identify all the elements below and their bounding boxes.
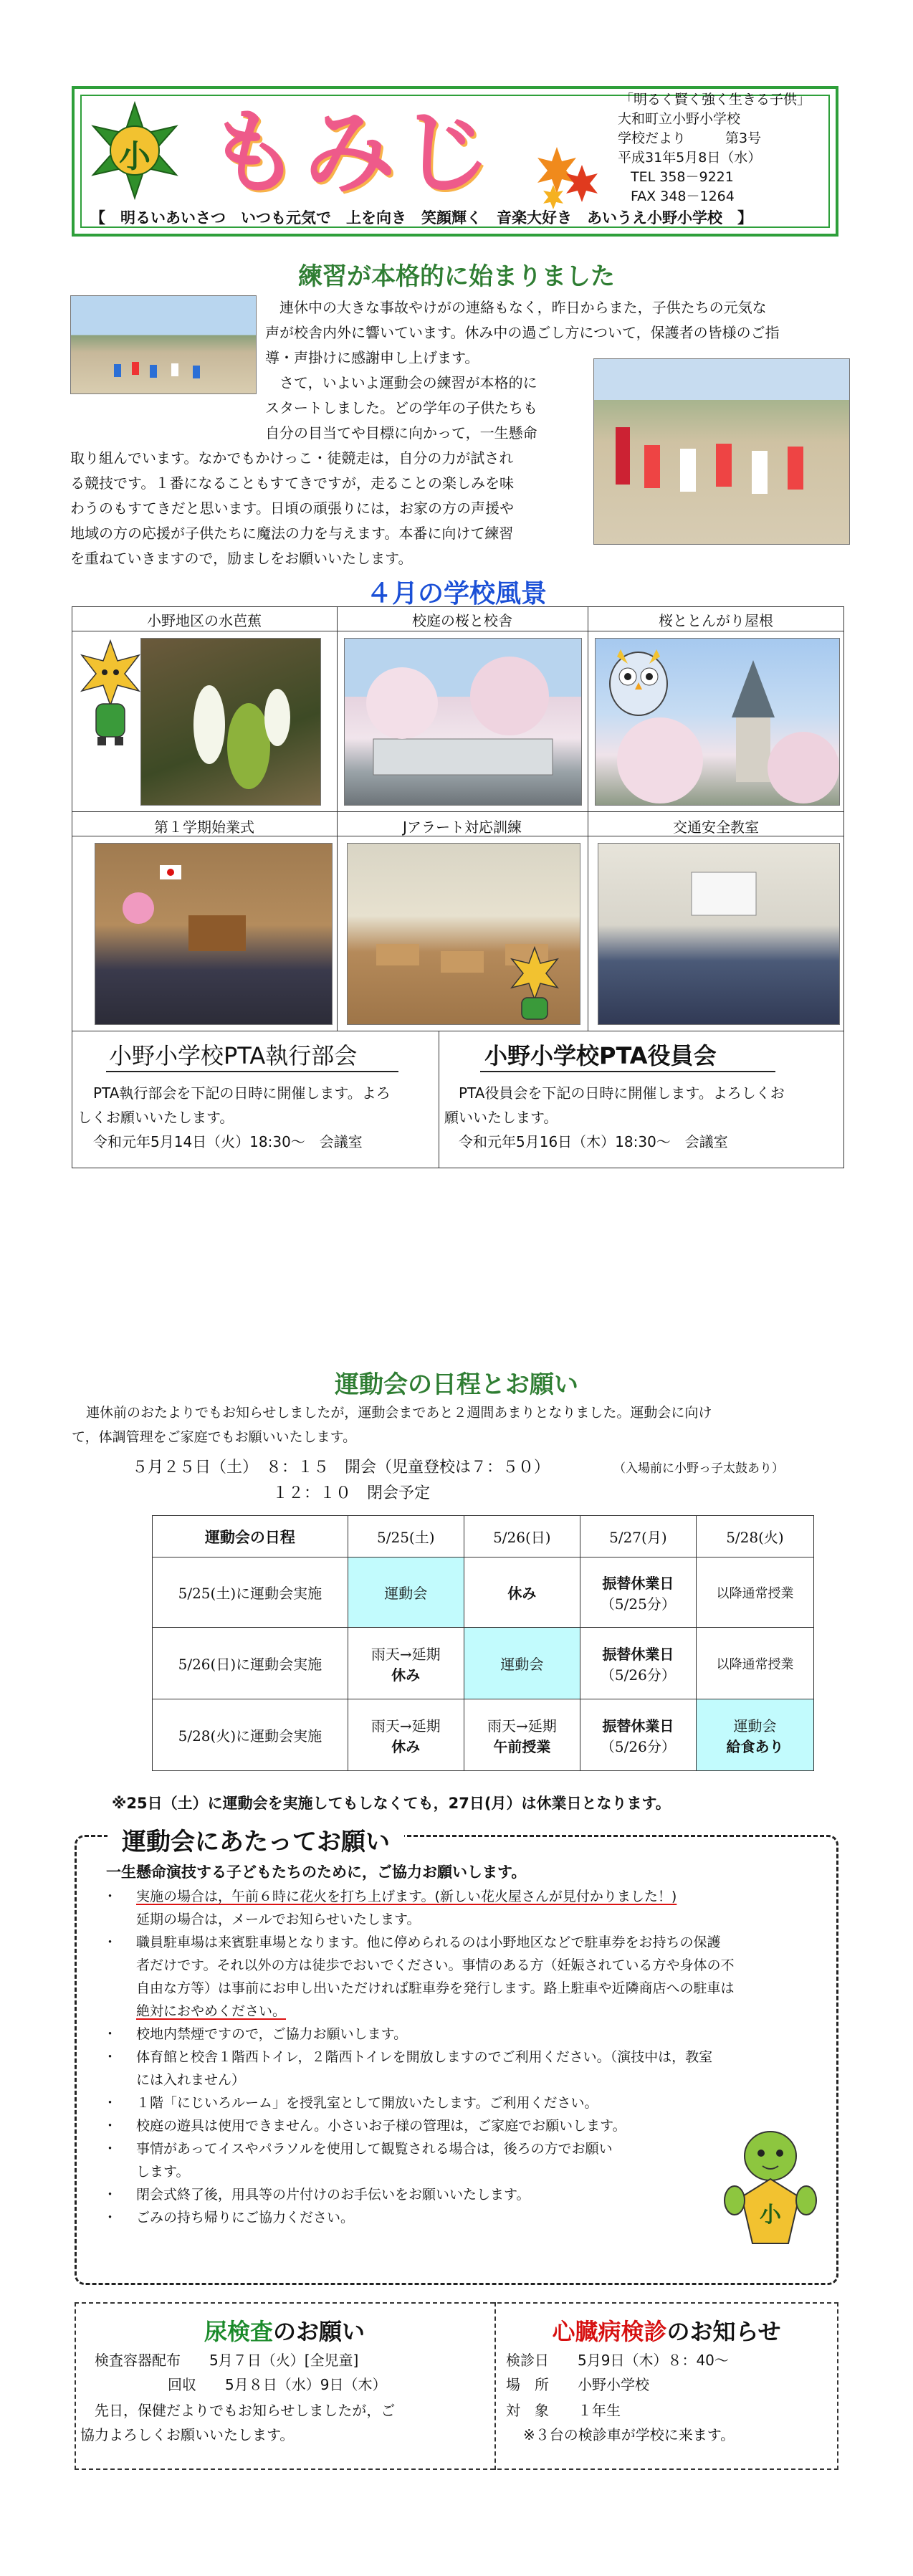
race-photo-image <box>594 359 849 544</box>
row-label: 5/25(土)に運動会実施 <box>153 1557 348 1628</box>
issue-date: 平成31年5月8日（水） <box>618 150 762 166</box>
table-row <box>153 1557 814 1628</box>
pta-exec-line-2: しくお願いいたします。 <box>77 1109 234 1126</box>
text-line: 取り組んでいます。なかでもかけっこ・徒競走は，自分の力が試され <box>70 449 514 467</box>
urine-line-3: 先日，保健だよりでもお知らせしましたが，ご <box>95 2402 396 2419</box>
bullet: ・ <box>103 2095 118 2111</box>
urine-title-rest: のお願い <box>273 2318 365 2345</box>
caption-cherry-school: 校庭の桜と校舎 <box>412 612 512 629</box>
cell-line: 休み <box>391 1737 421 1755</box>
pta-exec-title: 小野小学校PTA執行部会 <box>109 1042 358 1069</box>
table-cell: 以降通常授業 <box>696 1557 813 1628</box>
urine-title-highlight: 尿検査 <box>204 2318 273 2345</box>
list-item <box>96 2046 820 2091</box>
mascot-icon <box>506 946 563 1025</box>
cell-line: （5/26分） <box>600 1666 676 1684</box>
school-name: 大和町立小野小学校 <box>618 111 741 127</box>
bullet: ・ <box>103 2049 118 2065</box>
letter-name: 学校だより <box>618 130 687 146</box>
mascot-character: 小 <box>760 2203 781 2228</box>
urine-line-1: 検査容器配布 5月７日（火）[全児童] <box>95 2352 359 2369</box>
skunk-cabbage-image <box>141 639 320 805</box>
heart-title-rest: のお知らせ <box>666 2318 781 2345</box>
table-cell <box>580 1557 696 1628</box>
practice-photo-right <box>593 358 850 545</box>
item-line: 延期の場合は，メールでお知らせいたします。 <box>136 1912 421 1927</box>
caption-mizubasho: 小野地区の水芭蕉 <box>147 612 262 629</box>
item-line: 校庭の遊具は使用できません。小さいお子様の管理は，ご家庭でお願いします。 <box>136 2118 626 2134</box>
school-slogan: 【 明るいあいさつ いつも元気で 上を向き 笑顔輝く 音楽大好き あいうえ小野小学校 】 <box>90 209 752 226</box>
mizubasho-photo <box>140 638 321 806</box>
heart-check-title <box>494 2314 838 2347</box>
pta-officer-date: 令和元年5月16日（木）18:30～ 会議室 <box>459 1133 728 1150</box>
text-line: 導・声掛けに感謝申し上げます。 <box>265 349 479 366</box>
list-item <box>96 2137 820 2183</box>
bullet: ・ <box>103 2141 118 2157</box>
table-header-row <box>153 1516 814 1557</box>
cell-line: 振替休業日 <box>602 1645 674 1663</box>
table-cell <box>696 1699 813 1771</box>
item-line: ごみの持ち帰りにご協力ください。 <box>136 2210 355 2226</box>
item-line: 絶対におやめください。 <box>136 2003 287 2019</box>
header-cell: 5/26(日) <box>464 1516 580 1557</box>
header-cell: 5/28(火) <box>696 1516 813 1557</box>
item-line: 校地内禁煙ですので，ご協力お願いします。 <box>136 2026 408 2042</box>
cell-line: 振替休業日 <box>602 1574 674 1592</box>
bullet: ・ <box>103 1889 118 1904</box>
mascot-icon <box>717 2122 824 2258</box>
item-line: します。 <box>136 2164 190 2180</box>
cell-line: 給食あり <box>726 1737 784 1755</box>
table-cell <box>348 1699 464 1771</box>
item-line: 閉会式終了後，用具等の片付けのお手伝いをお願いいたします。 <box>136 2187 530 2203</box>
cell-line: 運動会 <box>733 1717 777 1735</box>
cell-line: 雨天→延期 <box>371 1645 441 1663</box>
mascot-icon <box>77 639 143 747</box>
school-building-image <box>345 639 581 805</box>
bullet: ・ <box>103 1935 118 1950</box>
list-item <box>96 2023 820 2046</box>
list-item <box>96 2183 820 2206</box>
item-line: 職員駐車場は来賓駐車場となります。他に停められるのは小野地区などで駐車券をお持ちの保護 <box>136 1935 721 1950</box>
text-line: さて，いよいよ運動会の練習が本格的に <box>279 374 537 391</box>
urine-line-4: 協力よろしくお願いいたします。 <box>80 2426 295 2443</box>
emblem-character: 小 <box>119 138 150 175</box>
cherry-school-photo <box>344 638 582 806</box>
table-cell: 運動会 <box>348 1557 464 1628</box>
heart-line-2: 場 所 小野小学校 <box>506 2376 649 2393</box>
urine-test-title <box>75 2314 494 2347</box>
caption-cherry-roof: 桜ととんがり屋根 <box>659 612 773 629</box>
pta-exec-date: 令和元年5月14日（火）18:30～ 会議室 <box>93 1133 363 1150</box>
april-scenes-heading: ４月の学校風景 <box>365 579 547 609</box>
header-cell: 運動会の日程 <box>153 1516 348 1557</box>
cell-line: 雨天→延期 <box>487 1717 557 1735</box>
sports-intro-line-2: て，体調管理をご家庭でもお願いいたします。 <box>72 1429 357 1445</box>
holiday-note: ※25日（土）に運動会を実施してもしなくても，27日(月）は休業日となります。 <box>112 1795 671 1812</box>
item-line: 事情があってイスやパラソルを使用して観覧される場合は，後ろの方でお願い <box>136 2141 613 2157</box>
table-cell <box>464 1699 580 1771</box>
list-item <box>96 1885 820 1931</box>
list-item <box>96 2206 820 2229</box>
practice-photo-left <box>70 295 257 394</box>
cell-line: 午前授業 <box>493 1737 551 1755</box>
table-cell <box>580 1628 696 1699</box>
practice-heading: 練習が本格的に始まりました <box>298 262 615 291</box>
cell-line: 雨天→延期 <box>371 1717 441 1735</box>
bullet: ・ <box>103 2026 118 2042</box>
bullet: ・ <box>103 2187 118 2203</box>
caption-opening-ceremony: 第１学期始業式 <box>154 819 254 836</box>
list-item <box>96 2091 820 2114</box>
caption-traffic-safety: 交通安全教室 <box>673 819 759 836</box>
opening-note: （入場前に小野っ子太鼓あり） <box>613 1461 784 1476</box>
cell-line: （5/26分） <box>600 1737 676 1755</box>
gym-assembly-image <box>598 844 839 1024</box>
requests-list <box>96 1885 820 2229</box>
traffic-safety-photo <box>598 843 840 1025</box>
text-line: 自分の目当てや目標に向かって，一生懸命 <box>265 424 537 442</box>
heart-line-4: ※３台の検診車が学校に来ます。 <box>523 2426 735 2443</box>
heart-title-highlight: 心臓病検診 <box>552 2318 667 2345</box>
sports-intro-line-1: 連休前のおたよりでもお知らせしましたが，運動会まであと２週間あまりとなりました。運動会に向け <box>86 1405 712 1421</box>
urine-line-2: 回収 5月８日（水）9日（木） <box>168 2376 387 2393</box>
text-line: 声が校舎内外に響いています。休み中の過ごし方について，保護者の皆様のご指 <box>265 324 780 341</box>
running-children-image <box>71 296 256 393</box>
text-line: わうのもすてきだと思います。日頃の頑張りには，お家の方の声援や <box>70 500 514 517</box>
cell-line: 振替休業日 <box>602 1717 674 1735</box>
row-label: 5/26(日)に運動会実施 <box>153 1628 348 1699</box>
newsletter-title: もみじ <box>208 100 497 206</box>
text-line: る競技です。１番になることもすてきですが，走ることの楽しみを味 <box>70 474 514 492</box>
list-item <box>96 2114 820 2137</box>
ceremony-stage-image <box>95 844 332 1024</box>
maple-leaves-icon <box>532 143 603 211</box>
item-line: には入れません） <box>136 2072 246 2088</box>
text-line: 連休中の大きな事故やけがの連絡もなく，昨日からまた，子供たちの元気な <box>279 299 767 316</box>
table-cell: 以降通常授業 <box>696 1628 813 1699</box>
text-line: を重ねていきますので，励ましをお願いいたします。 <box>70 550 413 567</box>
pta-exec-line-1: PTA執行部会を下記の日時に開催します。よろ <box>93 1084 391 1102</box>
table-row <box>153 1699 814 1771</box>
fax-number: FAX 348－1264 <box>631 189 735 204</box>
cell-line: 休み <box>391 1666 421 1684</box>
item-line: 実施の場合は，午前６時に花火を打ち上げます。(新しい花火屋さんが見付かりました！) <box>136 1889 677 1904</box>
title-underline <box>480 1071 775 1072</box>
table-cell <box>580 1699 696 1771</box>
list-item <box>96 1931 820 2023</box>
header-cell: 5/25(土) <box>348 1516 464 1557</box>
pta-officer-line-2: 願いいたします。 <box>444 1109 558 1126</box>
practice-paragraph-1 <box>279 295 853 320</box>
header-cell: 5/27(月) <box>580 1516 696 1557</box>
grid-divider <box>72 811 844 812</box>
item-line: １階「にじいろルーム」を授乳室として開放いたします。ご利用ください。 <box>136 2095 598 2111</box>
heart-line-1: 検診日 5月9日（木）８：40～ <box>506 2352 729 2369</box>
opening-ceremony-photo <box>95 843 333 1025</box>
cell-line: （5/25分） <box>600 1595 676 1613</box>
item-line: 自由な方等）は事前にお申し出いただければ駐車券を発行します。路上駐車や近隣商店への駐車は <box>136 1980 735 1996</box>
text-line: スタートしました。どの学年の子供たちも <box>265 399 537 416</box>
heart-line-3: 対 象 １年生 <box>506 2402 621 2419</box>
table-cell: 休み <box>464 1557 580 1628</box>
table-cell <box>348 1628 464 1699</box>
issue-number: 第3号 <box>725 130 762 146</box>
opening-time: ５月２５日（土） ８：１５ 開会（児童登校は７：５０） <box>132 1459 550 1477</box>
tel-number: TEL 358－9221 <box>631 169 734 185</box>
bullet: ・ <box>103 2118 118 2134</box>
pta-officer-line-1: PTA役員会を下記の日時に開催します。よろしくお <box>459 1084 785 1102</box>
row-label: 5/28(火)に運動会実施 <box>153 1699 348 1771</box>
owl-mascot-icon <box>599 642 678 721</box>
sports-day-heading: 運動会の日程とお願い <box>335 1370 578 1399</box>
requests-lead: 一生懸命演技する子どもたちのために，ご協力お願いします。 <box>106 1864 527 1881</box>
caption-j-alert-drill: Jアラート対応訓練 <box>403 819 522 836</box>
title-underline <box>106 1071 398 1072</box>
item-line: 体育館と校舎１階西トイレ，２階西トイレを開放しますのでご利用ください。（演技中は，教室 <box>136 2049 713 2065</box>
closing-time: １２：１０ 閉会予定 <box>272 1484 431 1502</box>
schedule-table <box>152 1515 814 1771</box>
motto-quote: 「明るく賢く強く生きる子供」 <box>619 92 811 108</box>
requests-title: 運動会にあたってお願い <box>107 1822 404 1857</box>
pta-officer-title: 小野小学校PTA役員会 <box>484 1042 717 1069</box>
bullet: ・ <box>103 2210 118 2226</box>
table-cell: 運動会 <box>464 1628 580 1699</box>
table-row <box>153 1628 814 1699</box>
item-line: 者だけです。それ以外の方は徒歩でおいでください。事情のある方（妊娠されている方や身体の不 <box>136 1957 735 1973</box>
text-line: 地域の方の応援が子供たちに魔法の力を与えます。本番に向けて練習 <box>70 525 514 542</box>
